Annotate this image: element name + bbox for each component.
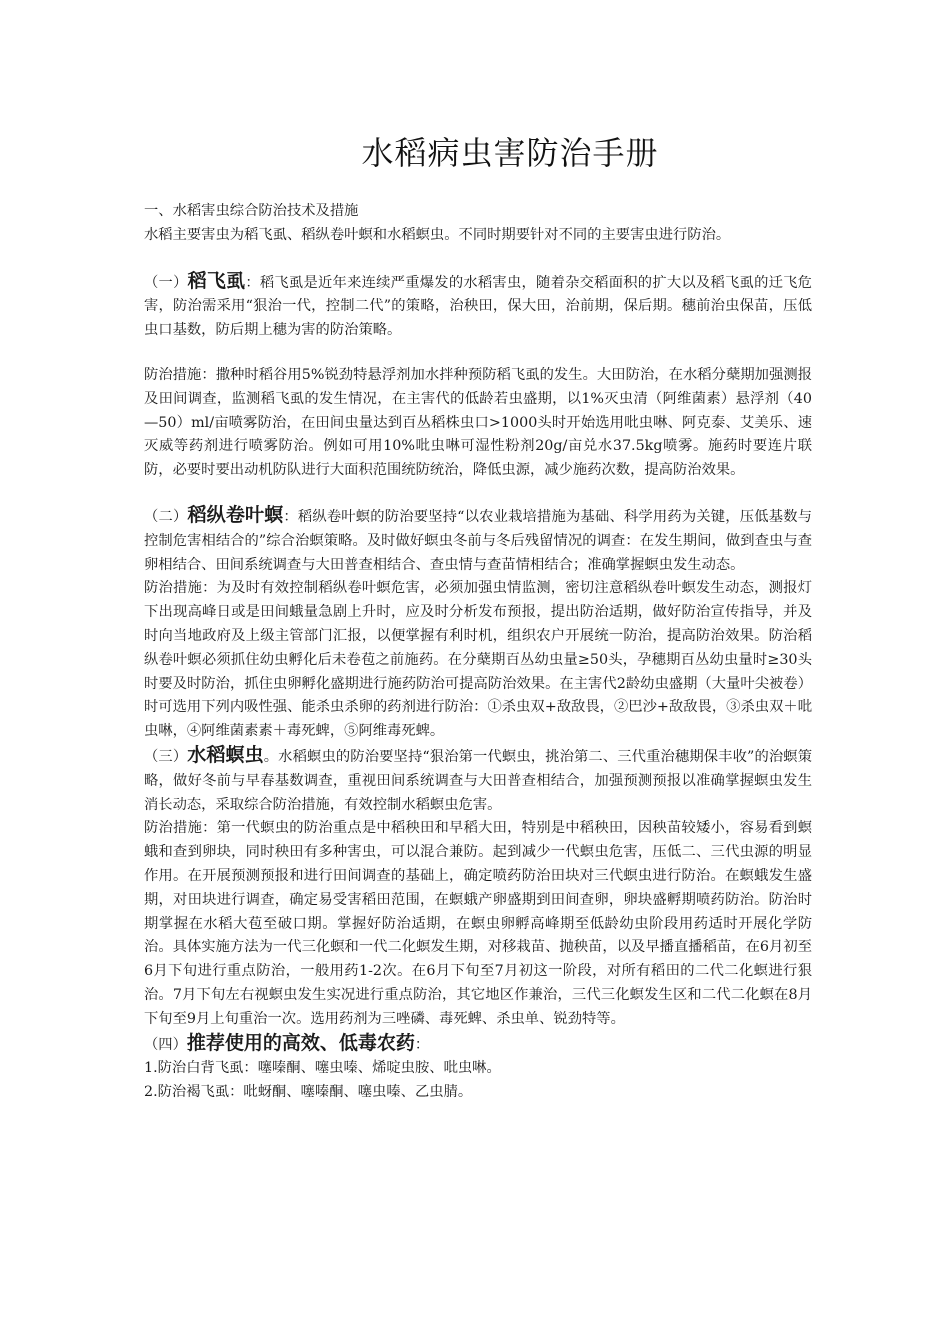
document-title: 水稻病虫害防治手册 [361, 134, 659, 172]
pest-borer-measures: 防治措施：第一代螟虫的防治重点是中稻秧田和早稻大田，特别是中稻秧田，因秧苗较矮小，容易看到螟蛾和查到卵块，同时秧田有多种害虫，可以混合兼防。起到减少一代螟虫危害，压低二、三代虫源的明显作用。在开展预测预报和进行田间调查的基础上，确定喷药防治田块对三代螟虫进行防治。在螟蛾发生盛期，对田块进行调查，确定易受害稻田范围，在螟蛾产卵盛期到田间查卵，卵块盛孵期喷药防治。防治时期掌握在水稻大苞至破口期。掌握好防治适期，在螟虫卵孵高峰期至低龄幼虫阶段用药适时开展化学防治。具体实施方法为一代三化螟和一代二化螟发生期，对移栽苗、抛秧苗，以及早播直播稻苗，在6月初至6月下旬进行重点防治，一般用药1-2次。在6月下旬至7月初这一阶段，对所有稻田的二代二化螟进行狠治。7月下旬左右视螟虫发生实况进行重点防治，其它地区作兼治，三代三化螟发生区和二代二化螟在8月下旬至9月上旬重治一次。选用药剂为三唑磷、毒死蜱、杀虫单、锐劲特等。 [144, 820, 812, 1027]
document-body [144, 200, 812, 1105]
pest-name-planthopper: 稻飞虱 [187, 269, 246, 292]
pest-name-borer: 水稻螟虫 [187, 743, 264, 766]
pest-planthopper-paragraph [144, 270, 812, 343]
pest-leafroller-measures: 防治措施：为及时有效控制稻纵卷叶螟危害，必须加强虫情监测，密切注意稻纵卷叶螟发生动态，测报灯下出现高峰日或是田间蛾量急剧上升时，应及时分析发布预报，提出防治适期，做好防治宣传指导，并及时向当地政府及上级主管部门汇报，以便掌握有利时机，组织农户开展统一防治，提高防治效果。防治稻纵卷叶螟必须抓住幼虫孵化后未卷苞之前施药。在分蘖期百丛幼虫量≥50头，孕穗期百丛幼虫量时≥30头时要及时防治，抓住虫卵孵化盛期进行施药防治可提高防治效果。在主害代2龄幼虫盛期（大量叶尖被卷）时可选用下列内吸性强、能杀虫杀卵的药剂进行防治：①杀虫双+敌敌畏，②巴沙+敌敌畏，③杀虫双＋吡虫啉，④阿维菌素素＋毒死蜱，⑤阿维毒死蜱。 [144, 580, 812, 740]
pest-planthopper-measures: 防治措施：撒种时稻谷用5%锐劲特悬浮剂加水拌种预防稻飞虱的发生。大田防治，在水稻分蘖期加强测报及田间调查，监测稻飞虱的发生情况，在主害代的低龄若虫盛期，以1%灭虫清（阿维菌素）悬浮剂（40—50）ml/亩喷雾防治，在田间虫量达到百丛稻株虫口>1000头时开始选用吡虫啉、阿克泰、艾美乐、速灭威等药剂进行喷雾防治。例如可用10%吡虫啉可湿性粉剂20g/亩兑水37.5kg喷雾。施药时要连片联防，必要时要出动机防队进行大面积范围统防统治，降低虫源，减少施药次数，提高防治效果。 [144, 366, 812, 479]
pest-description: ：稻飞虱是近年来连续严重爆发的水稻害虫，随着杂交稻面积的扩大以及稻飞虱的迁飞危害，防治需采用“狠治一代，控制二代”的策略，治秧田，保大田，治前期，保后期。穗前治虫保苗，压低虫口基数，防后期上穗为害的防治策略。 [144, 274, 812, 339]
pest-prefix: （一） [144, 274, 188, 291]
pest-description: ：稻纵卷叶螟的防治要坚持“以农业栽培措施为基础、科学用药为关键，压低基数与控制危害相结合的”综合治螟策略。及时做好螟虫冬前与冬后残留情况的调查：在发生期间，做到查虫与查卵相结合、田间系统调查与大田普查相结合、查虫情与查苗情相结合；准确掌握螟虫发生动态。 [144, 508, 812, 573]
section-heading: 一、水稻害虫综合防治技术及措施 [144, 203, 359, 219]
pest-borer-paragraph [144, 744, 812, 817]
section-suffix: ： [414, 1036, 430, 1053]
pest-description: 。水稻螟虫的防治要坚持“狠治第一代螟虫，挑治第二、三代重治穗期保丰收”的治螟策略，做好冬前与早春基数调查，重视田间系统调查与大田普查相结合，加强预测预报以准确掌握螟虫发生消长动态，采取综合防治措施，有效控制水稻螟虫危害。 [144, 748, 812, 813]
pest-name-leafroller: 稻纵卷叶螟 [187, 503, 284, 526]
pest-prefix: （三） [144, 748, 188, 765]
section-prefix: （四） [144, 1036, 187, 1053]
section-intro: 水稻主要害虫为稻飞虱、稻纵卷叶螟和水稻螟虫。不同时期要针对不同的主要害虫进行防治。 [144, 226, 731, 243]
pesticide-list-item: 1.防治白背飞虱：噻嗪酮、噻虫嗪、烯啶虫胺、吡虫啉。 [144, 1060, 501, 1077]
pesticide-list-item: 2.防治褐飞虱：吡蚜酮、噻嗪酮、噻虫嗪、乙虫腈。 [144, 1084, 473, 1101]
pesticide-heading-text: 推荐使用的高效、低毒农药 [186, 1031, 415, 1054]
pesticide-heading [144, 1032, 812, 1058]
pest-leafroller-paragraph [144, 504, 812, 577]
pest-prefix: （二） [144, 508, 188, 525]
